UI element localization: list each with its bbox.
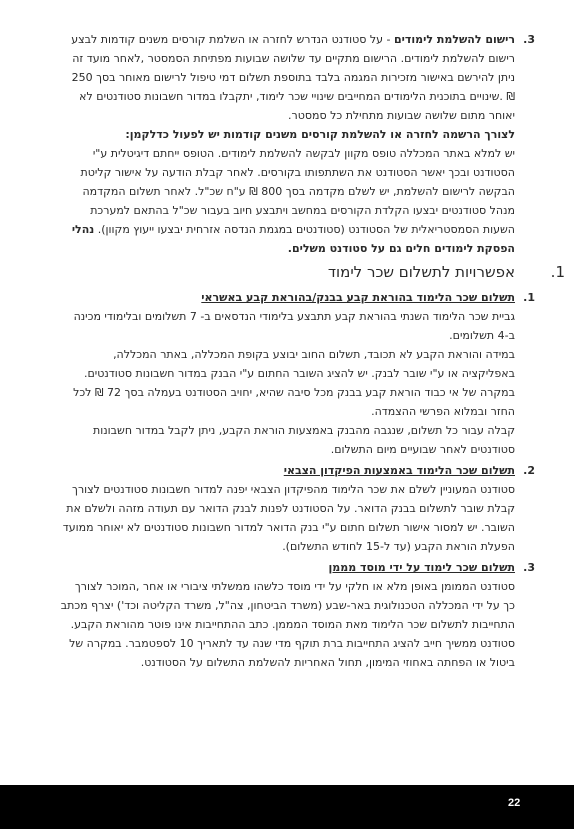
- section-3-instructions: [60, 144, 515, 258]
- option-2-paragraph: סטודנט המעוניין לשלם את שכר הלימוד מהפיקדון הצבאי יפנה למדור חשבונות סטודנטים לצורך קבלת שובר לתשלום בבנק הדואר. על הסטודנט לפנות לבנק הדואר עם תעודה מזהה ולשלם את השובר. יש למסור אישור תשלום חתום ע"י בנק הדואר למדור חשבונות סטודנטים לא יאוחר ממועד הפעלת הוראת הקבע (עד ל-15 לחודש התשלום).: [62, 483, 515, 553]
- page-footer: [0, 785, 574, 829]
- option-1: [60, 288, 535, 459]
- option-1-paragraph: במידה והוראת הקבע לא תכובד, תשלום החוב יבוצע בקופת המכללה, באתר המכללה, באפליקציה או ע"י שובר לבנק. יש להציג השובר החתום ע"י הבנק במדור חשבונות סטודנטים.: [83, 348, 515, 380]
- section-3-bold-line: לצורך הרשמה לחזרה או להשלמת קורסים משנים קודמות יש לפעול כדלקמן:: [125, 128, 515, 141]
- heading-number: 1.: [550, 263, 565, 281]
- option-1-paragraph: במקרה של אי כבוד הוראת קבע בבנק מכל סיבה שהיא, יחויב הסטודנט בעמלה בסך 72 ₪ לכל החזר ובמלוא הפרשי ההצמדה.: [73, 386, 515, 418]
- heading-title: אפשרויות לתשלום שכר לימוד: [327, 263, 515, 281]
- option-3-paragraph: סטודנט הממומן באופן מלא או חלקי על ידי מוסד כלשהו ממשלתי ציבורי או אחר ,המוכר לצורך כך על ידי המכללה הטכנולוגית באר-שבע (משרד הביטחון, צה"ל, משרד הקליטה וכד') יצרף מכתב התחייבות לתשלום שכר הלימוד מאת המוסד המממן. כתב ההתחייבות אינו פוטר מהוראת הקבע. סטודנט ממשיך חייב להציג התחייבות ברת תוקף מדי שנה עד לתאריך 10 לספטמבר. במקרה של ביטול או הפחתה באחוזי המימון, תחול האחריות להשלמת התשלום על הסטודנט.: [60, 580, 515, 669]
- option-1-paragraph: קבלה עבור כל תשלום, שנגבה מהבנק באמצעות הוראת הקבע, ניתן לקבל במדור חשבונות סטודנטים לאחר שבועיים מיום התשלום.: [93, 424, 515, 456]
- option-3: [60, 558, 535, 672]
- section-3-instructions-bold: נהלי הפסקת לימודים חלים גם על סטודנט משלים.: [71, 223, 515, 255]
- section-3-title: רישום להשלמת לימודים: [394, 33, 515, 46]
- section-3-text: - על סטודנט הנדרש לחזרה או השלמת קורסים משנים קודמות לבצע רישום להשלמת לימודים. הרישום מתקיים עד שלושה שבועות מפתיחת הסמסטר ,לאחר מועד זה ניתן להירשם באישור מזכירות המגמה בלבד בתוספת תשלום דמי טיפול לרישום מאוחר בסך 250 ₪ .שינויים בתוכנית הלימודים המחייבים שינויי שכר לימוד, יתקבלו במדור חשבונות סטודנטים לא יאוחר מתום שלושה שבועות מתחילת כל סמסטר.: [71, 33, 515, 122]
- option-3-number: 3.: [523, 561, 535, 574]
- section-3-number: 3.: [523, 33, 535, 46]
- option-1-number: 1.: [523, 291, 535, 304]
- option-2-number: 2.: [523, 464, 535, 477]
- option-2: [60, 461, 535, 556]
- option-1-paragraph: גביית שכר הלימוד השנתי בהוראת קבע תתבצע בלימודי הנדסאים ב- 7 תשלומים ובלימודי מכינה ב-4 תשלומים.: [73, 310, 515, 342]
- section-3-paragraph: [60, 30, 515, 125]
- content-column: [60, 30, 565, 672]
- page-number: 22: [508, 797, 521, 809]
- payment-options-heading: [60, 262, 565, 282]
- section-3-instructions-text: יש למלא באתר המכללה טופס מקוון לבקשה להשלמת לימודים. הטופס ייחתם דיגיטלית ע"י הסטודנט ובכך יאשר הסטודנט את השתתפותו בקורסים. לאחר קבלת הודעה על אישור קליטת הבקשה לרישום להשלמת, יש לשלם מקדמה בסך 800 ₪ ע"ח שכ"ל. לאחר תשלום המקדמה מנהל סטודנטים יבצעו הקלדת הקורסים במחשב ויתבצע חיוב בעבור שכ"ל בהתאם למערכת השעות הסמסטריאלית של הסטודנט (סטודנטים במגמת הנדסה אזרחית יבצעו ייעוץ מקוון).: [80, 147, 515, 236]
- option-2-title: תשלום שכר הלימוד באמצעות הפיקדון הצבאי: [283, 464, 515, 477]
- option-3-title: תשלום שכר לימוד על ידי מוסד מממן: [328, 561, 515, 574]
- section-3: [60, 30, 535, 258]
- option-1-title: תשלום שכר הלימוד בהוראת קבע בבנק/בהוראת קבע באשראי: [201, 291, 515, 304]
